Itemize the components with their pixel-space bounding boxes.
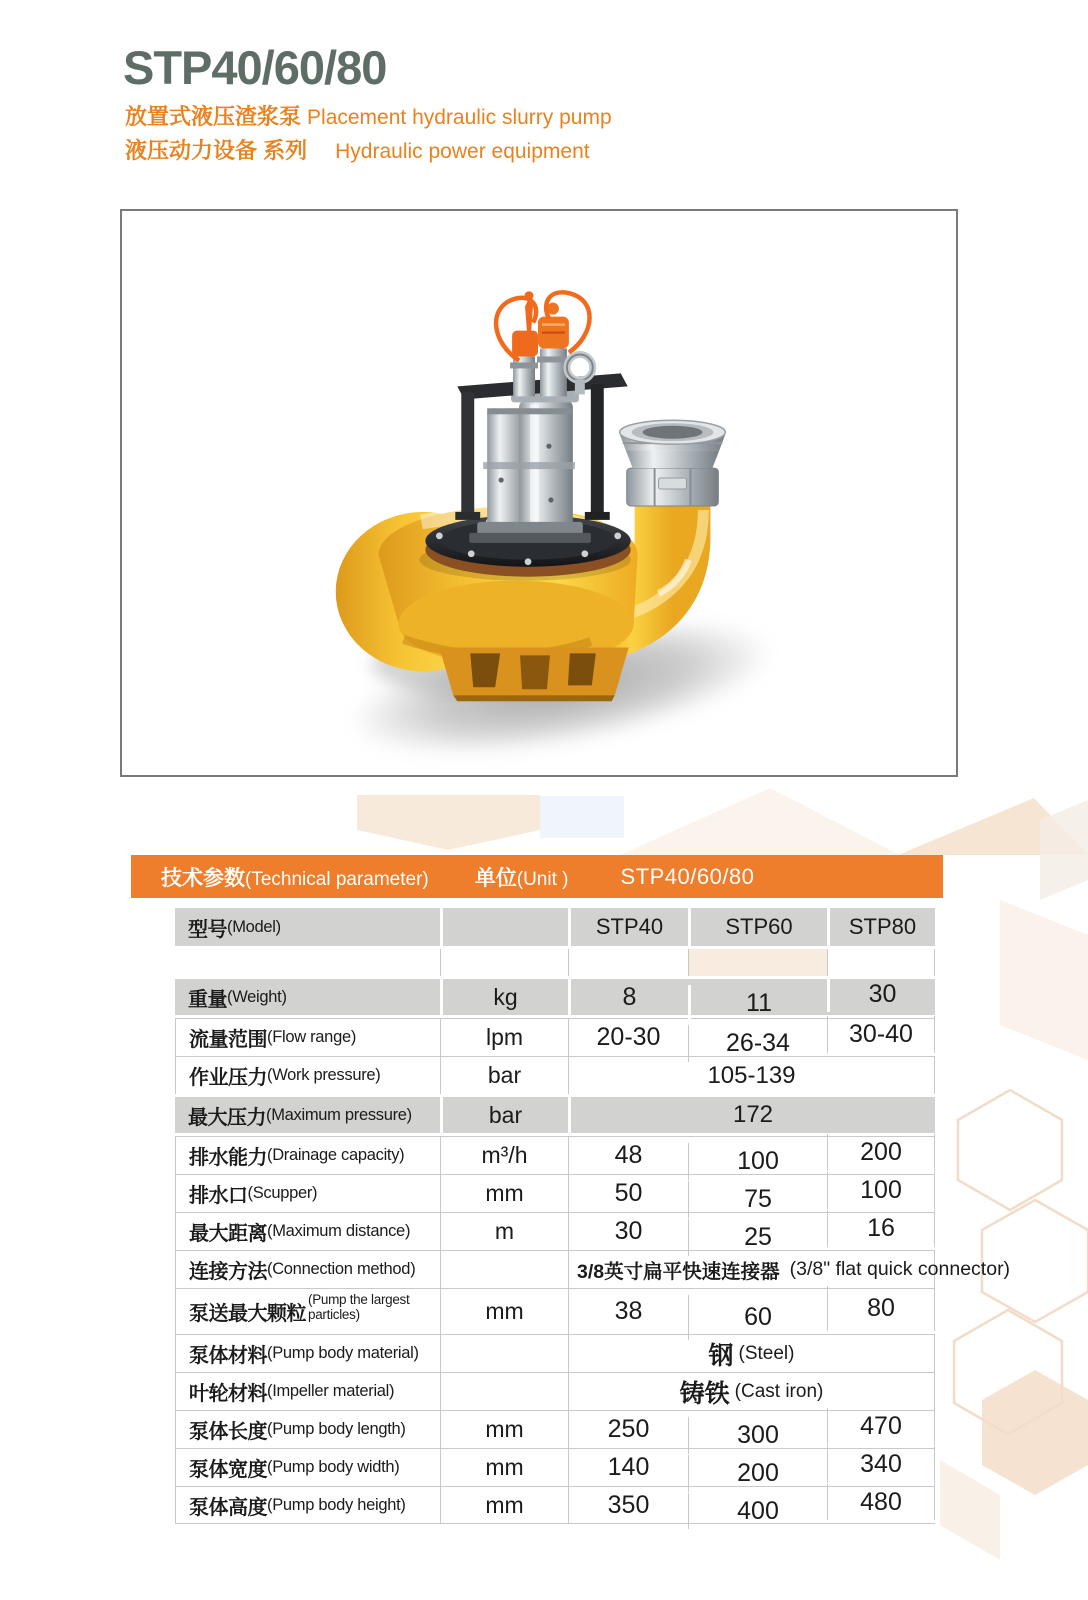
span-en: (Steel): [738, 1342, 795, 1364]
spec-label-zh: 泵体高度: [189, 1496, 267, 1519]
spec-value-cell: 100: [827, 1172, 935, 1209]
spec-label-zh: 排水能力: [189, 1147, 267, 1169]
spacer-cell: [175, 949, 440, 976]
span-zh: 铸铁: [679, 1379, 730, 1408]
spec-unit-cell: mm: [440, 1289, 568, 1334]
spec-label-cell: [175, 1019, 440, 1056]
spec-value-cell: 140: [568, 1449, 688, 1486]
table-row: [175, 1410, 935, 1448]
spec-unit-cell: m³/h: [440, 1137, 568, 1174]
bar-model-range: STP40/60/80: [620, 863, 755, 889]
subtitle-line-1: [125, 100, 612, 131]
spec-label-en: (Scupper): [247, 1184, 318, 1202]
table-row: [175, 1018, 935, 1056]
spacer-cell: [568, 949, 688, 976]
spec-unit-cell: m: [440, 1213, 568, 1250]
spec-label-cell: [175, 1057, 440, 1094]
spec-label-zh: 泵体长度: [189, 1421, 267, 1443]
spec-unit-cell: mm: [440, 1175, 568, 1212]
spec-label-cell: [175, 1449, 440, 1486]
spec-label-cell: [175, 1137, 440, 1174]
span-zh: 钢: [708, 1341, 734, 1370]
table-row: [175, 1136, 935, 1174]
spec-unit-cell: lpm: [440, 1019, 568, 1056]
subtitle1-zh: 放置式液压渣浆泵: [125, 104, 302, 129]
spec-value-cell: 50: [568, 1175, 688, 1212]
spec-label-en: (Work pressure): [267, 1066, 381, 1084]
spec-label-en: (Connection method): [267, 1260, 416, 1278]
spec-label-en: (Flow range): [267, 1028, 357, 1046]
col-header-stp80: STP80: [827, 908, 935, 946]
table-row: [175, 1288, 935, 1334]
model-label-cell: [175, 908, 440, 946]
subtitle1-en: Placement hydraulic slurry pump: [307, 106, 612, 129]
table-row: [175, 1094, 935, 1136]
spec-value-cell: 30: [568, 1213, 688, 1250]
spec-unit-cell: [440, 1335, 568, 1372]
spec-label-zh: 排水口: [189, 1185, 248, 1207]
spacer-cell: [440, 949, 568, 976]
spec-value-cell: 26-34: [688, 1025, 827, 1062]
spec-value-cell: 200: [827, 1134, 935, 1171]
spec-label-cell: [175, 1335, 440, 1372]
spec-label-cell: [175, 1213, 440, 1250]
model-unit-cell: [440, 908, 568, 946]
spec-label-zh: 作业压力: [189, 1067, 267, 1089]
spec-value-cell: 11: [688, 985, 827, 1021]
spec-value-cell: 60: [688, 1295, 827, 1340]
tech-parameter-zh: 技术参数: [161, 866, 245, 890]
spec-label-en: (Pump body material): [267, 1344, 419, 1362]
spec-span-cell: 172: [568, 1097, 935, 1133]
spec-value-cell: 480: [827, 1484, 935, 1520]
spec-table: [175, 905, 1011, 1525]
pump-photo: [122, 211, 956, 775]
spec-label-cell: [175, 1289, 440, 1334]
spec-value-cell: 200: [688, 1455, 827, 1492]
spec-value-cell: 100: [688, 1143, 827, 1180]
spec-label-cell: [175, 1487, 440, 1523]
col-header-stp40: STP40: [568, 908, 688, 946]
spacer-cell: [827, 949, 935, 976]
spec-span-cell: [568, 1251, 1011, 1288]
spec-unit-cell: kg: [440, 979, 568, 1015]
page-title: STP40/60/80: [123, 41, 387, 94]
spec-span-cell: [568, 1335, 935, 1372]
spacer-cell: [688, 949, 827, 976]
span-en: (3/8" flat quick connector): [789, 1258, 1011, 1280]
spec-label-zh: 泵体宽度: [189, 1459, 267, 1481]
model-header-row: [175, 905, 935, 949]
spec-label-en: (Pump body width): [267, 1458, 400, 1476]
spec-label-en: (Pump body length): [267, 1420, 406, 1438]
strainer-base: [439, 647, 628, 701]
spec-unit-cell: bar: [440, 1097, 568, 1133]
technical-parameter-bar: [131, 855, 943, 898]
product-photo-panel: [120, 209, 958, 777]
spec-span-cell: [568, 1373, 935, 1410]
spec-label-cell: [175, 1175, 440, 1212]
spec-label-en: (Drainage capacity): [267, 1146, 405, 1164]
unit-en: (Unit ): [516, 868, 569, 890]
spec-label-en: (Pump body height): [267, 1495, 406, 1514]
spec-value-cell: 80: [827, 1286, 935, 1331]
spec-span-cell: 105-139: [568, 1057, 935, 1094]
table-row: [175, 976, 935, 1018]
subtitle2-en: Hydraulic power equipment: [335, 140, 590, 163]
spec-label-zh: 重量: [188, 988, 227, 1011]
tech-parameter-label: [161, 862, 429, 892]
spec-unit-cell: mm: [440, 1487, 568, 1523]
spec-label-en: (Weight): [227, 987, 287, 1006]
spec-value-cell: 8: [568, 979, 688, 1015]
spec-label-cell: [175, 979, 440, 1015]
span-en: (Cast iron): [734, 1380, 824, 1402]
spec-label-en: (Impeller material): [267, 1382, 395, 1400]
model-label-zh: 型号: [188, 918, 227, 941]
spec-label-en: (Pump the largest particles): [308, 1291, 410, 1322]
spec-unit-cell: [440, 1251, 568, 1288]
spec-value-cell: 25: [688, 1219, 827, 1256]
spec-value-cell: 300: [688, 1417, 827, 1454]
spec-rows: [175, 976, 1011, 1525]
subtitle-line-2: [125, 134, 590, 165]
spec-unit-cell: [440, 1373, 568, 1410]
spec-label-cell: [175, 1373, 440, 1410]
spec-label-zh: 泵送最大颗粒: [189, 1303, 306, 1325]
spec-value-cell: 38: [568, 1289, 688, 1334]
dust-cap-left: [512, 331, 538, 357]
spec-value-cell: 30: [827, 976, 935, 1012]
spec-label-cell: [175, 1411, 440, 1448]
spec-value-cell: 350: [568, 1487, 688, 1523]
spec-value-cell: 470: [827, 1408, 935, 1445]
spec-label-zh: 流量范围: [189, 1029, 267, 1051]
unit-label: [475, 862, 569, 892]
camlock-coupler: [620, 420, 726, 506]
spec-value-cell: 250: [568, 1411, 688, 1448]
span-zh: 3/8英寸扁平快速连接器: [577, 1260, 780, 1283]
spec-value-cell: 48: [568, 1137, 688, 1174]
spec-label-cell: [175, 1097, 440, 1133]
coupler-label-plate: [659, 478, 687, 489]
spec-label-zh: 连接方法: [189, 1261, 267, 1283]
col-header-stp60: STP60: [688, 908, 827, 946]
spec-label-en: (Maximum distance): [267, 1222, 411, 1240]
hydraulic-motor: [469, 390, 591, 542]
spec-value-cell: 30-40: [827, 1016, 935, 1053]
spec-unit-cell: mm: [440, 1411, 568, 1448]
spec-label-zh: 最大距离: [189, 1223, 267, 1245]
unit-zh: 单位: [474, 866, 517, 890]
spec-unit-cell: bar: [440, 1057, 568, 1094]
spec-label-zh: 叶轮材料: [189, 1383, 267, 1405]
subtitle2-zh: 液压动力设备 系列: [125, 138, 308, 163]
spec-label-zh: 泵体材料: [189, 1345, 267, 1367]
spec-value-cell: 20-30: [568, 1019, 688, 1056]
spec-value-cell: 75: [688, 1181, 827, 1218]
table-row: [175, 1372, 935, 1410]
spec-value-cell: 400: [688, 1493, 827, 1529]
spacer-row: [175, 949, 935, 976]
spec-value-cell: 16: [827, 1210, 935, 1247]
spec-label-en: (Maximum pressure): [266, 1105, 412, 1124]
spec-label-cell: [175, 1251, 440, 1288]
spec-value-cell: 340: [827, 1446, 935, 1483]
spec-unit-cell: mm: [440, 1449, 568, 1486]
model-label-en: (Model): [227, 917, 281, 936]
spec-label-zh: 最大压力: [188, 1106, 266, 1129]
tech-parameter-en: (Technical parameter): [245, 868, 429, 890]
